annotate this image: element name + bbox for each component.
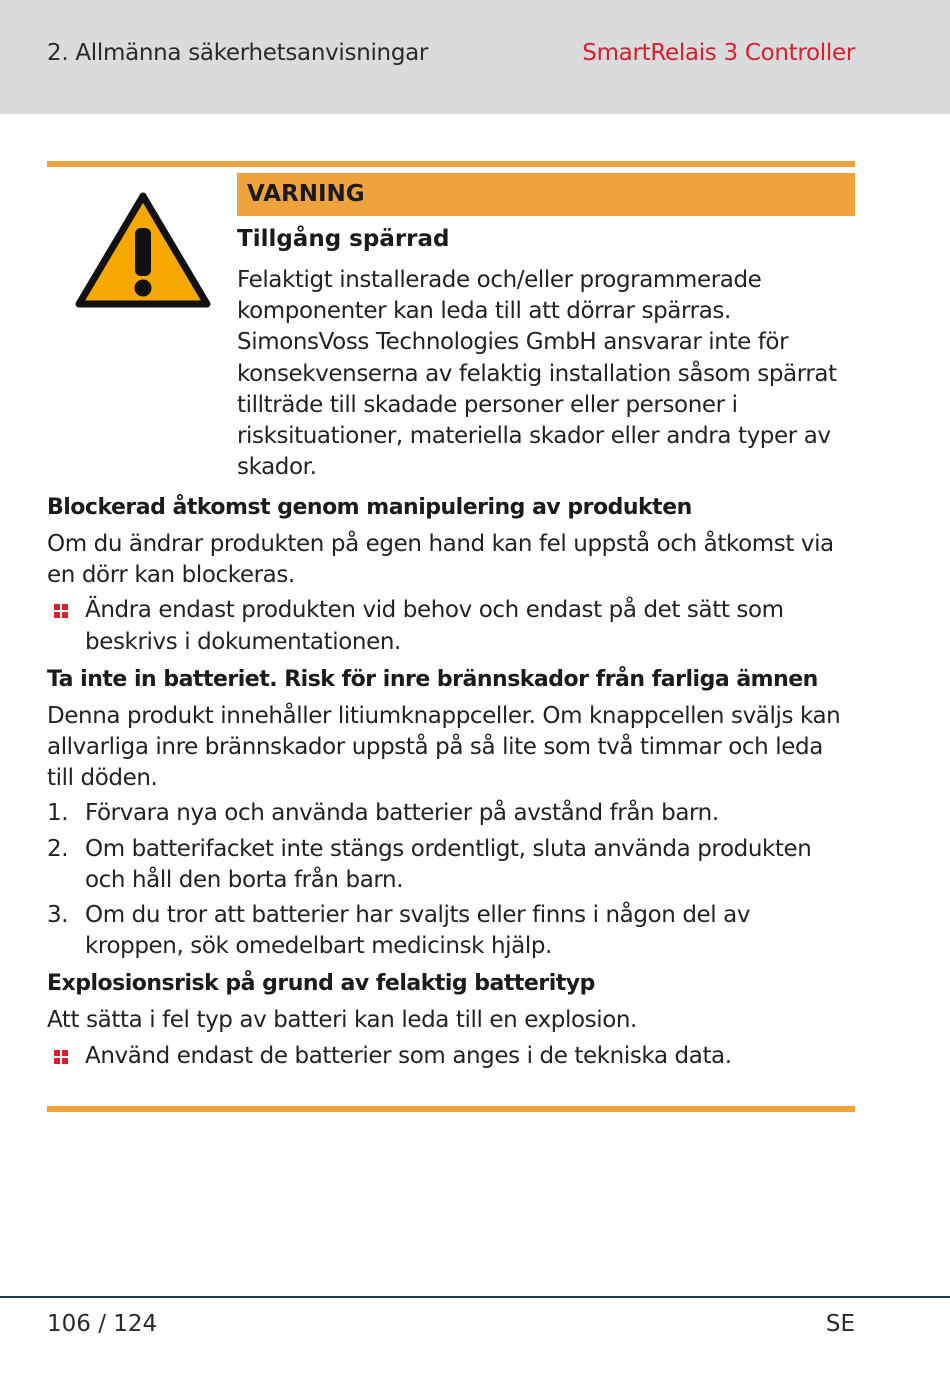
list-item xyxy=(47,595,855,657)
list-item-text: Om batterifacket inte stängs ordentligt, sluta använda produkten och håll den borta från barn. xyxy=(85,835,812,893)
section-text-explosion: Att sätta i fel typ av batteri kan leda till en explosion. xyxy=(47,1007,637,1034)
red-square-bullet-icon xyxy=(54,1050,68,1064)
list-item-text: Förvara nya och använda batterier på avstånd från barn. xyxy=(85,800,719,827)
list-item-text: Använd endast de batterier som anges i de tekniska data. xyxy=(85,1042,732,1069)
section-heading-battery-ingestion: Ta inte in batteriet. Risk för inre brännskador från farliga ämnen xyxy=(47,666,818,692)
section-heading-explosion: Explosionsrisk på grund av felaktig batterityp xyxy=(47,971,595,997)
numbered-list-battery xyxy=(47,798,855,962)
list-number: 1. xyxy=(47,800,69,827)
product-name: SmartRelais 3 Controller xyxy=(582,40,855,66)
warning-title: Tillgång spärrad xyxy=(237,226,450,252)
list-number: 2. xyxy=(47,835,69,862)
safety-content xyxy=(47,490,855,1076)
bullet-list-explosion xyxy=(47,1041,855,1072)
warning-bottom-rule xyxy=(47,1106,855,1112)
list-item-text: Ändra endast produkten vid behov och endast på det sätt som beskrivs i dokumentationen. xyxy=(85,597,784,655)
section-text-battery-ingestion: Denna produkt innehåller litiumknappceller. Om knappcellen sväljs kan allvarliga inre brännskador uppstå på så lite som två timmar och leda till döden. xyxy=(47,702,841,792)
bullet-list-manipulation xyxy=(47,595,855,657)
list-item xyxy=(47,798,855,829)
warning-label: VARNING xyxy=(237,173,855,216)
language-code: SE xyxy=(825,1311,855,1337)
warning-triangle-icon xyxy=(74,190,212,310)
warning-body: Felaktigt installerade och/eller programmerade komponenter kan leda till att dörrar spärras. SimonsVoss Technologies GmbH ansvarar inte för konsekvenserna av felaktig installation såsom spärrat tillträde till skadade personer eller personer i risksituationer, materiella skador eller andra typer av skador. xyxy=(237,267,837,481)
section-title: 2. Allmänna säkerhetsanvisningar xyxy=(47,40,429,66)
page-number: 106 / 124 xyxy=(47,1311,158,1337)
warning-top-rule xyxy=(47,161,855,167)
list-item xyxy=(47,834,855,896)
list-number: 3. xyxy=(47,902,69,929)
list-item xyxy=(47,1041,855,1072)
red-square-bullet-icon xyxy=(54,604,68,618)
list-item-text: Om du tror att batterier har svaljts eller finns i någon del av kroppen, sök omedelbart medicinsk hjälp. xyxy=(85,902,751,960)
page-header xyxy=(0,0,950,114)
footer-divider xyxy=(0,1296,950,1298)
section-heading-manipulation: Blockerad åtkomst genom manipulering av produkten xyxy=(47,495,692,520)
section-text-manipulation: Om du ändrar produkten på egen hand kan fel uppstå och åtkomst via en dörr kan blockeras. xyxy=(47,531,834,589)
list-item xyxy=(47,900,855,962)
